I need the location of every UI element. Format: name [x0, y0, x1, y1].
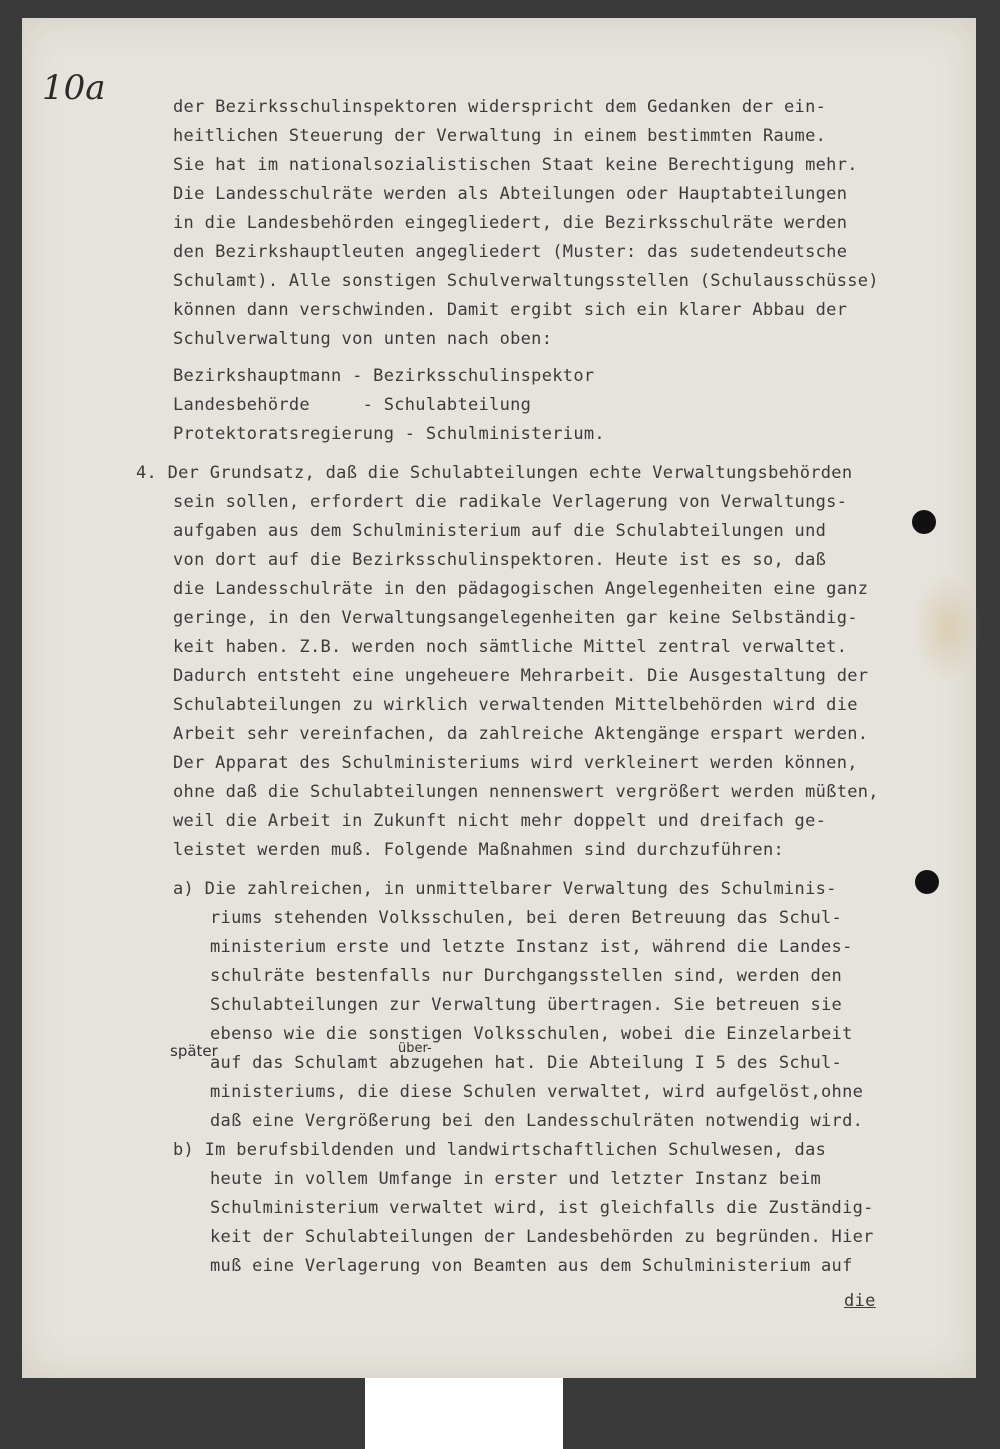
catchword: die: [844, 1291, 876, 1311]
handwritten-note: über-: [398, 1041, 432, 1056]
point4-line: 4. Der Grundsatz, daß die Schulabteilungen echte Verwaltungsbehörden: [136, 463, 853, 483]
handwritten-page-number: 10a: [42, 68, 106, 108]
point4-line: Dadurch entsteht eine ungeheuere Mehrarbeit. Die Ausgestaltung der: [173, 666, 869, 686]
point-a-line: auf das Schulamt abzugehen hat. Die Abteilung I 5 des Schul-: [210, 1053, 843, 1073]
point-b-line: b) Im berufsbildenden und landwirtschaftlichen Schulwesen, das: [173, 1140, 827, 1160]
point4-line: keit haben. Z.B. werden noch sämtliche Mittel zentral verwaltet.: [173, 637, 848, 657]
point-a-line: ebenso wie die sonstigen Volksschulen, wobei die Einzelarbeit: [210, 1024, 853, 1044]
point-a-line: Schulabteilungen zur Verwaltung übertragen. Sie betreuen sie: [210, 995, 843, 1015]
point-a-line: ministerium erste und letzte Instanz ist, während die Landes-: [210, 937, 853, 957]
point4-line: von dort auf die Bezirksschulinspektoren. Heute ist es so, daß: [173, 550, 827, 570]
point-a-line: riums stehenden Volksschulen, bei deren Betreuung das Schul-: [210, 908, 843, 928]
text-line: heitlichen Steuerung der Verwaltung in einem bestimmten Raume.: [173, 126, 827, 146]
punch-hole-bottom: [915, 870, 939, 894]
point4-line: leistet werden muß. Folgende Maßnahmen sind durchzuführen:: [173, 840, 785, 860]
text-line: Schulverwaltung von unten nach oben:: [173, 329, 553, 349]
point4-line: sein sollen, erfordert die radikale Verlagerung von Verwaltungs-: [173, 492, 848, 512]
point-b-line: heute in vollem Umfange in erster und letzter Instanz beim: [210, 1169, 822, 1189]
point4-line: Der Apparat des Schulministeriums wird verkleinert werden können,: [173, 753, 858, 773]
point4-line: die Landesschulräte in den pädagogischen Angelegenheiten eine ganz: [173, 579, 869, 599]
punch-hole-top: [912, 510, 936, 534]
point4-line: Arbeit sehr vereinfachen, da zahlreiche Aktengänge erspart werden.: [173, 724, 869, 744]
text-line: der Bezirksschulinspektoren widerspricht dem Gedanken der ein-: [173, 97, 827, 117]
text-line: Sie hat im nationalsozialistischen Staat keine Berechtigung mehr.: [173, 155, 858, 175]
point-a-line: a) Die zahlreichen, in unmittelbarer Verwaltung des Schulminis-: [173, 879, 837, 899]
point4-line: ohne daß die Schulabteilungen nennenswert vergrößert werden müßten,: [173, 782, 879, 802]
point-b-line: keit der Schulabteilungen der Landesbehörden zu begründen. Hier: [210, 1227, 874, 1247]
paper-stain: [912, 573, 982, 683]
text-line: den Bezirkshauptleuten angegliedert (Muster: das sudetendeutsche: [173, 242, 848, 262]
point4-line: Schulabteilungen zu wirklich verwaltenden Mittelbehörden wird die: [173, 695, 858, 715]
point4-line: aufgaben aus dem Schulministerium auf die Schulabteilungen und: [173, 521, 827, 541]
hierarchy-line: Protektoratsregierung - Schulministerium.: [173, 424, 605, 444]
point-a-line: schulräte bestenfalls nur Durchgangsstellen sind, werden den: [210, 966, 843, 986]
point-a-line: daß eine Vergrößerung bei den Landesschulräten notwendig wird.: [210, 1111, 864, 1131]
hierarchy-line: Landesbehörde - Schulabteilung: [173, 395, 532, 415]
point4-line: weil die Arbeit in Zukunft nicht mehr doppelt und dreifach ge-: [173, 811, 827, 831]
point4-line: geringe, in den Verwaltungsangelegenheiten gar keine Selbständig-: [173, 608, 858, 628]
white-tab: [365, 1378, 563, 1449]
point-b-line: Schulministerium verwaltet wird, ist gleichfalls die Zuständig-: [210, 1198, 874, 1218]
text-line: Die Landesschulräte werden als Abteilungen oder Hauptabteilungen: [173, 184, 848, 204]
text-line: in die Landesbehörden eingegliedert, die Bezirksschulräte werden: [173, 213, 848, 233]
point-a-line: ministeriums, die diese Schulen verwaltet, wird aufgelöst,ohne: [210, 1082, 864, 1102]
text-line: Schulamt). Alle sonstigen Schulverwaltungsstellen (Schulausschüsse): [173, 271, 879, 291]
text-line: können dann verschwinden. Damit ergibt sich ein klarer Abbau der: [173, 300, 848, 320]
point-b-line: muß eine Verlagerung von Beamten aus dem Schulministerium auf: [210, 1256, 853, 1276]
hierarchy-line: Bezirkshauptmann - Bezirksschulinspektor: [173, 366, 595, 386]
handwritten-note: später: [170, 1042, 218, 1060]
